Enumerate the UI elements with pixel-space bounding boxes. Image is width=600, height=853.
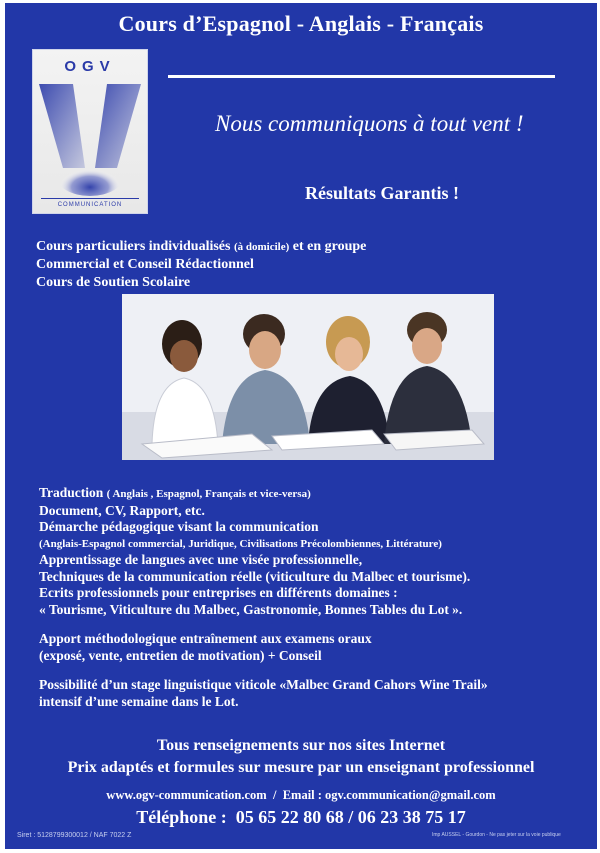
- detail-line: Possibilité d’un stage linguistique viticole «Malbec Grand Cahors Wine Trail»: [39, 677, 488, 692]
- detail-line: Ecrits professionnels pour entreprises en différents domaines :: [39, 585, 398, 600]
- email-link[interactable]: ogv.communication@gmail.com: [325, 788, 496, 802]
- details-list: [39, 485, 488, 710]
- detail-line: Apport méthodologique entraînement aux examens oraux: [39, 631, 372, 646]
- printer-info: Imp AUSSEL - Gourdon - Ne pas jeter sur la voie publique: [432, 832, 561, 838]
- phone-numbers: 05 65 22 80 68 / 06 23 38 75 17: [235, 807, 466, 827]
- flyer: [5, 3, 597, 849]
- logo-divider: [41, 198, 139, 199]
- spotlight-icon: [33, 50, 147, 213]
- detail-line: Techniques de la communication réelle (viticulture du Malbec et tourisme).: [39, 568, 471, 584]
- detail-line: Traduction ( Anglais , Espagnol, Français et vice-versa): [39, 485, 311, 500]
- detail-line: « Tourisme, Viticulture du Malbec, Gastronomie, Bonnes Tables du Lot ».: [39, 601, 463, 617]
- logo-brand: OGV: [64, 58, 116, 75]
- guarantee-heading: Résultats Garantis !: [305, 183, 459, 203]
- detail-line: Document, CV, Rapport, etc.: [39, 502, 205, 518]
- service-item: Cours particuliers individualisés (à domicile) et en groupe: [36, 239, 367, 254]
- students-photo: [122, 294, 494, 460]
- website-link[interactable]: www.ogv-communication.com: [106, 788, 267, 802]
- students-studying-image: [122, 294, 494, 460]
- slogan: Nous communiquons à tout vent !: [215, 111, 524, 136]
- detail-line: (exposé, vente, entretien de motivation) + Conseil: [39, 647, 322, 663]
- phone-contact: Téléphone : 05 65 22 80 68 / 06 23 38 75 17: [136, 807, 466, 827]
- pricing-line: Prix adaptés et formules sur mesure par un enseignant professionnel: [67, 759, 535, 776]
- service-item: Cours de Soutien Scolaire: [36, 275, 191, 290]
- detail-line: intensif d’une semaine dans le Lot.: [39, 693, 239, 709]
- services-list: [36, 238, 366, 292]
- service-item: Commercial et Conseil Rédactionnel: [36, 257, 254, 272]
- detail-line: (Anglais-Espagnol commercial, Juridique, Civilisations Précolombiennes, Littérature): [39, 537, 442, 550]
- ogv-logo: [32, 49, 148, 214]
- flyer-title: Cours d’Espagnol - Anglais - Français: [118, 11, 484, 36]
- detail-line: Démarche pédagogique visant la communication: [39, 519, 319, 534]
- web-contact: www.ogv-communication.com / Email : ogv.communication@gmail.com: [106, 788, 496, 802]
- header-rule: [168, 75, 555, 78]
- legal-info: Siret : 5128799300012 / NAF 7022 Z: [17, 832, 132, 839]
- detail-line: Apprentissage de langues avec une visée professionnelle,: [39, 552, 363, 567]
- info-line: Tous renseignements sur nos sites Internet: [156, 737, 446, 754]
- logo-subtitle: COMMUNICATION: [57, 202, 123, 208]
